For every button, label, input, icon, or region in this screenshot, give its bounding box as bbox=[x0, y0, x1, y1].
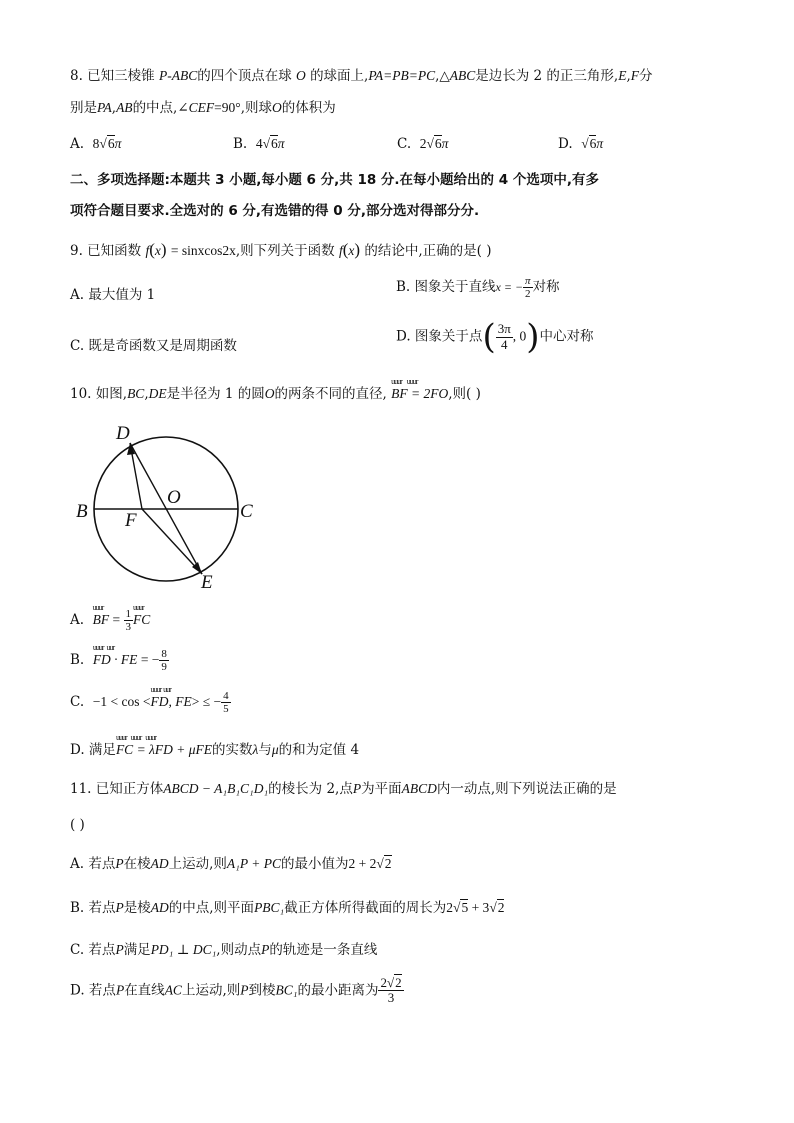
vector: uuur uur FD · FE bbox=[92, 643, 138, 668]
math: x = − bbox=[495, 280, 524, 295]
q10-option-a[interactable] bbox=[70, 603, 151, 634]
q10-option-d[interactable] bbox=[70, 733, 360, 758]
math: P bbox=[240, 982, 249, 998]
text: ,△ bbox=[435, 68, 450, 84]
numerator: 3π bbox=[497, 321, 511, 337]
q9-option-b[interactable] bbox=[396, 275, 560, 300]
pi: π bbox=[441, 136, 449, 151]
math: O bbox=[296, 68, 306, 83]
radicand: 6 bbox=[107, 136, 115, 151]
fraction bbox=[159, 648, 169, 673]
pi: π bbox=[596, 136, 604, 151]
math: BF bbox=[92, 612, 110, 628]
q10-option-b[interactable] bbox=[70, 643, 169, 674]
vector: uuur uuur uuur FC = λFD + μFE bbox=[115, 733, 213, 757]
denominator: 3 bbox=[125, 621, 132, 634]
math: f bbox=[145, 243, 150, 258]
text: 9. 已知函数 bbox=[70, 243, 142, 259]
option-label: A. bbox=[70, 136, 85, 152]
text: , bbox=[111, 100, 117, 116]
vector: uuur uur FD, FE bbox=[150, 685, 192, 710]
text: ,则下列关于函数 bbox=[235, 243, 335, 259]
fraction bbox=[523, 275, 533, 300]
text: 上运动,则 bbox=[168, 856, 227, 872]
option-label: B. bbox=[70, 652, 85, 669]
q10-stem bbox=[70, 377, 481, 402]
q11-option-b[interactable]: B. 若点P是棱AD的中点,则平面PBC₁截正方体所得截面的周长为2√5 + 3√2 bbox=[70, 900, 505, 916]
math: FD · FE bbox=[92, 652, 138, 668]
math: x bbox=[154, 243, 161, 258]
math: AC bbox=[164, 982, 182, 998]
section-heading-line2: 项符合题目要求.全选对的 6 分,有选错的得 0 分,部分选对得部分分. bbox=[70, 203, 480, 219]
radicand: 2 bbox=[384, 856, 392, 871]
text: 的体积为 bbox=[281, 100, 336, 116]
math: PA bbox=[97, 100, 112, 115]
text: 的实数 bbox=[212, 742, 253, 758]
math: 2 bbox=[446, 900, 454, 915]
math: BC bbox=[127, 386, 145, 401]
denominator: 9 bbox=[161, 661, 167, 674]
q8-option-a[interactable]: A. 8√6π bbox=[70, 136, 122, 152]
text: 是边长为 2 的正三角形, bbox=[475, 68, 619, 84]
text: 中心对称 bbox=[539, 328, 594, 345]
q11-stem-line2: ( ) bbox=[70, 817, 85, 833]
text: 的棱长为 2,点 bbox=[268, 781, 353, 797]
math: FD, FE bbox=[150, 694, 192, 710]
option-label: C. bbox=[397, 136, 412, 152]
coef: 2 bbox=[380, 975, 387, 990]
math: DE bbox=[148, 386, 167, 401]
label-d: D bbox=[116, 423, 130, 444]
text: 的和为定值 4 bbox=[278, 742, 360, 758]
math: , 0 bbox=[512, 328, 527, 344]
math: λ bbox=[252, 742, 259, 757]
math: ABCD bbox=[401, 781, 437, 796]
option-label: B. bbox=[233, 136, 248, 152]
q8-option-c[interactable]: C. 2√6π bbox=[397, 136, 449, 152]
text: ,则动点 bbox=[216, 942, 262, 958]
text: 的最小值为 bbox=[280, 856, 349, 872]
math: FC bbox=[133, 612, 151, 628]
math: P bbox=[352, 781, 362, 796]
math: f bbox=[338, 243, 343, 258]
text: 是半径为 1 的圆 bbox=[166, 386, 265, 402]
text: 的四个顶点在球 bbox=[197, 68, 292, 84]
option-label: D. bbox=[558, 136, 573, 152]
denominator: 2 bbox=[525, 288, 531, 301]
math: O bbox=[264, 386, 275, 401]
math: ABC bbox=[449, 68, 476, 83]
q9-option-a[interactable]: A. 最大值为 1 bbox=[70, 287, 156, 303]
fraction bbox=[124, 608, 134, 633]
text: ,则( ) bbox=[448, 386, 481, 402]
text: 满足 bbox=[123, 942, 151, 958]
math: P bbox=[115, 982, 125, 998]
text: 的轨迹是一条直线 bbox=[269, 942, 378, 958]
coef: 8 bbox=[92, 136, 100, 151]
math: = bbox=[109, 612, 124, 628]
math: = sinxcos2x bbox=[170, 243, 236, 258]
text: A. 若点 bbox=[70, 856, 116, 872]
fraction bbox=[221, 690, 231, 715]
q10-option-c[interactable] bbox=[70, 685, 231, 716]
radicand: 5 bbox=[461, 900, 469, 915]
text: 上运动,则 bbox=[181, 982, 241, 999]
text: 到棱 bbox=[248, 982, 276, 999]
radicand: 6 bbox=[589, 136, 597, 151]
vector-equation: uuur uuur BF = 2FO bbox=[391, 377, 449, 401]
q8-stem-line1 bbox=[70, 68, 653, 84]
denominator: 4 bbox=[500, 336, 508, 352]
math: =90° bbox=[214, 100, 241, 115]
math: AD bbox=[150, 900, 169, 915]
math: = − bbox=[137, 652, 160, 668]
math: 2 + 2 bbox=[348, 856, 377, 871]
math: E bbox=[618, 68, 627, 83]
text: 在直线 bbox=[124, 982, 165, 999]
math: P bbox=[115, 900, 124, 915]
text: 别是 bbox=[70, 100, 97, 116]
text: D. 图象关于点 bbox=[396, 328, 483, 345]
radicand: 2 bbox=[395, 975, 402, 990]
section-heading-line1: 二、多项选择题:本题共 3 小题,每小题 6 分,共 18 分.在每小题给出的 4 个选项中,有多 bbox=[70, 172, 599, 188]
text: 的结论中,正确的是( ) bbox=[364, 243, 492, 259]
math: PBC₁ bbox=[254, 900, 285, 915]
math: FC = λFD + μFE bbox=[115, 742, 213, 757]
text: D. 若点 bbox=[70, 982, 116, 999]
text: 的中点,∠ bbox=[132, 100, 189, 116]
text: D. 满足 bbox=[70, 742, 116, 758]
fraction: $\frac{2√2}{3}$ bbox=[380, 975, 402, 1006]
text: C. 若点 bbox=[70, 942, 116, 958]
math: A₁P + PC bbox=[226, 856, 281, 871]
math: + 3 bbox=[468, 900, 490, 915]
q8-stem-line2 bbox=[70, 100, 336, 116]
q11-stem-line1 bbox=[70, 781, 617, 797]
text: 10. 如图, bbox=[70, 386, 128, 402]
q11-option-a[interactable]: A. 若点P在棱AD上运动,则A₁P + PC的最小值为2 + 2√2 bbox=[70, 856, 392, 872]
text: 是棱 bbox=[123, 900, 151, 916]
q8-option-b[interactable]: B. 4√6π bbox=[233, 136, 285, 152]
math: μ bbox=[271, 742, 279, 757]
radicand: 6 bbox=[434, 136, 442, 151]
denominator: 5 bbox=[223, 703, 229, 716]
math: BF = 2FO bbox=[391, 386, 449, 401]
text: 截正方体所得截面的周长为 bbox=[284, 900, 447, 916]
label-e: E bbox=[201, 572, 213, 593]
math: > ≤ − bbox=[191, 694, 222, 710]
pi: π bbox=[114, 136, 122, 151]
math: F bbox=[630, 68, 640, 83]
radicand: 2 bbox=[497, 900, 505, 915]
label-c: C bbox=[240, 501, 253, 522]
text: 对称 bbox=[532, 279, 560, 296]
q9-option-d[interactable]: D. 图象关于点( $\frac{3\pi}{4}$ , 0)中心对称 bbox=[396, 317, 594, 357]
option-label: A. bbox=[70, 612, 85, 629]
numerator: π bbox=[525, 275, 531, 287]
text: 的最小距离为 bbox=[297, 982, 379, 999]
text: 分 bbox=[639, 68, 653, 84]
math: O bbox=[271, 100, 282, 115]
label-f: F bbox=[125, 510, 137, 531]
option-label: C. bbox=[70, 694, 85, 711]
numerator: 8 bbox=[161, 648, 167, 660]
numerator: 4 bbox=[223, 690, 229, 702]
math: AD bbox=[150, 856, 169, 871]
text: 为平面 bbox=[361, 781, 402, 797]
coef: 4 bbox=[255, 136, 263, 151]
math: ABCD − A₁B₁C₁D₁ bbox=[163, 781, 269, 796]
math: CEF bbox=[188, 100, 215, 115]
text: ,则球 bbox=[240, 100, 272, 116]
text: 8. 已知三棱锥 bbox=[70, 68, 155, 84]
math: AB bbox=[116, 100, 133, 115]
text: , bbox=[144, 386, 149, 402]
math: P bbox=[115, 942, 124, 957]
q9-stem: 9. 已知函数 f(x) = sinxcos2x,则下列关于函数 f(x) 的结论中,正确的是( ) bbox=[70, 240, 492, 259]
text: , bbox=[626, 68, 631, 84]
text: 的中点,则平面 bbox=[168, 900, 255, 916]
text: 的两条不同的直径, bbox=[274, 386, 387, 402]
math: PD₁ ⊥ DC₁ bbox=[150, 942, 217, 957]
vector: uuur FC bbox=[133, 603, 151, 628]
circle-diagram bbox=[70, 418, 270, 596]
math: P bbox=[261, 942, 270, 957]
vector: uuur BF bbox=[92, 603, 110, 628]
pi: π bbox=[277, 136, 285, 151]
fraction bbox=[496, 322, 513, 352]
label-o: O bbox=[167, 487, 181, 508]
text: 在棱 bbox=[123, 856, 151, 872]
math: PA=PB=PC bbox=[368, 68, 436, 83]
text: 与 bbox=[258, 742, 272, 758]
text: 内一动点,则下列说法正确的是 bbox=[436, 781, 617, 797]
math: P-ABC bbox=[158, 68, 198, 83]
math: BC₁ bbox=[275, 982, 298, 998]
math: −1 < cos < bbox=[92, 694, 151, 710]
coef: 2 bbox=[419, 136, 427, 151]
q11-option-d[interactable] bbox=[70, 976, 404, 1006]
text: 11. 已知正方体 bbox=[70, 781, 164, 797]
q9-option-c[interactable]: C. 既是奇函数又是周期函数 bbox=[70, 338, 237, 354]
math: P bbox=[115, 856, 124, 871]
q11-option-c[interactable] bbox=[70, 938, 377, 958]
text: B. 图象关于直线 bbox=[396, 279, 496, 296]
text: B. 若点 bbox=[70, 900, 116, 916]
math: x bbox=[348, 243, 355, 258]
numerator: 1 bbox=[125, 608, 132, 620]
label-b: B bbox=[76, 501, 88, 522]
q8-option-d[interactable]: D. √6π bbox=[558, 136, 604, 152]
radicand: 6 bbox=[270, 136, 278, 151]
text: 的球面上, bbox=[310, 68, 369, 84]
denominator: 3 bbox=[387, 990, 395, 1006]
